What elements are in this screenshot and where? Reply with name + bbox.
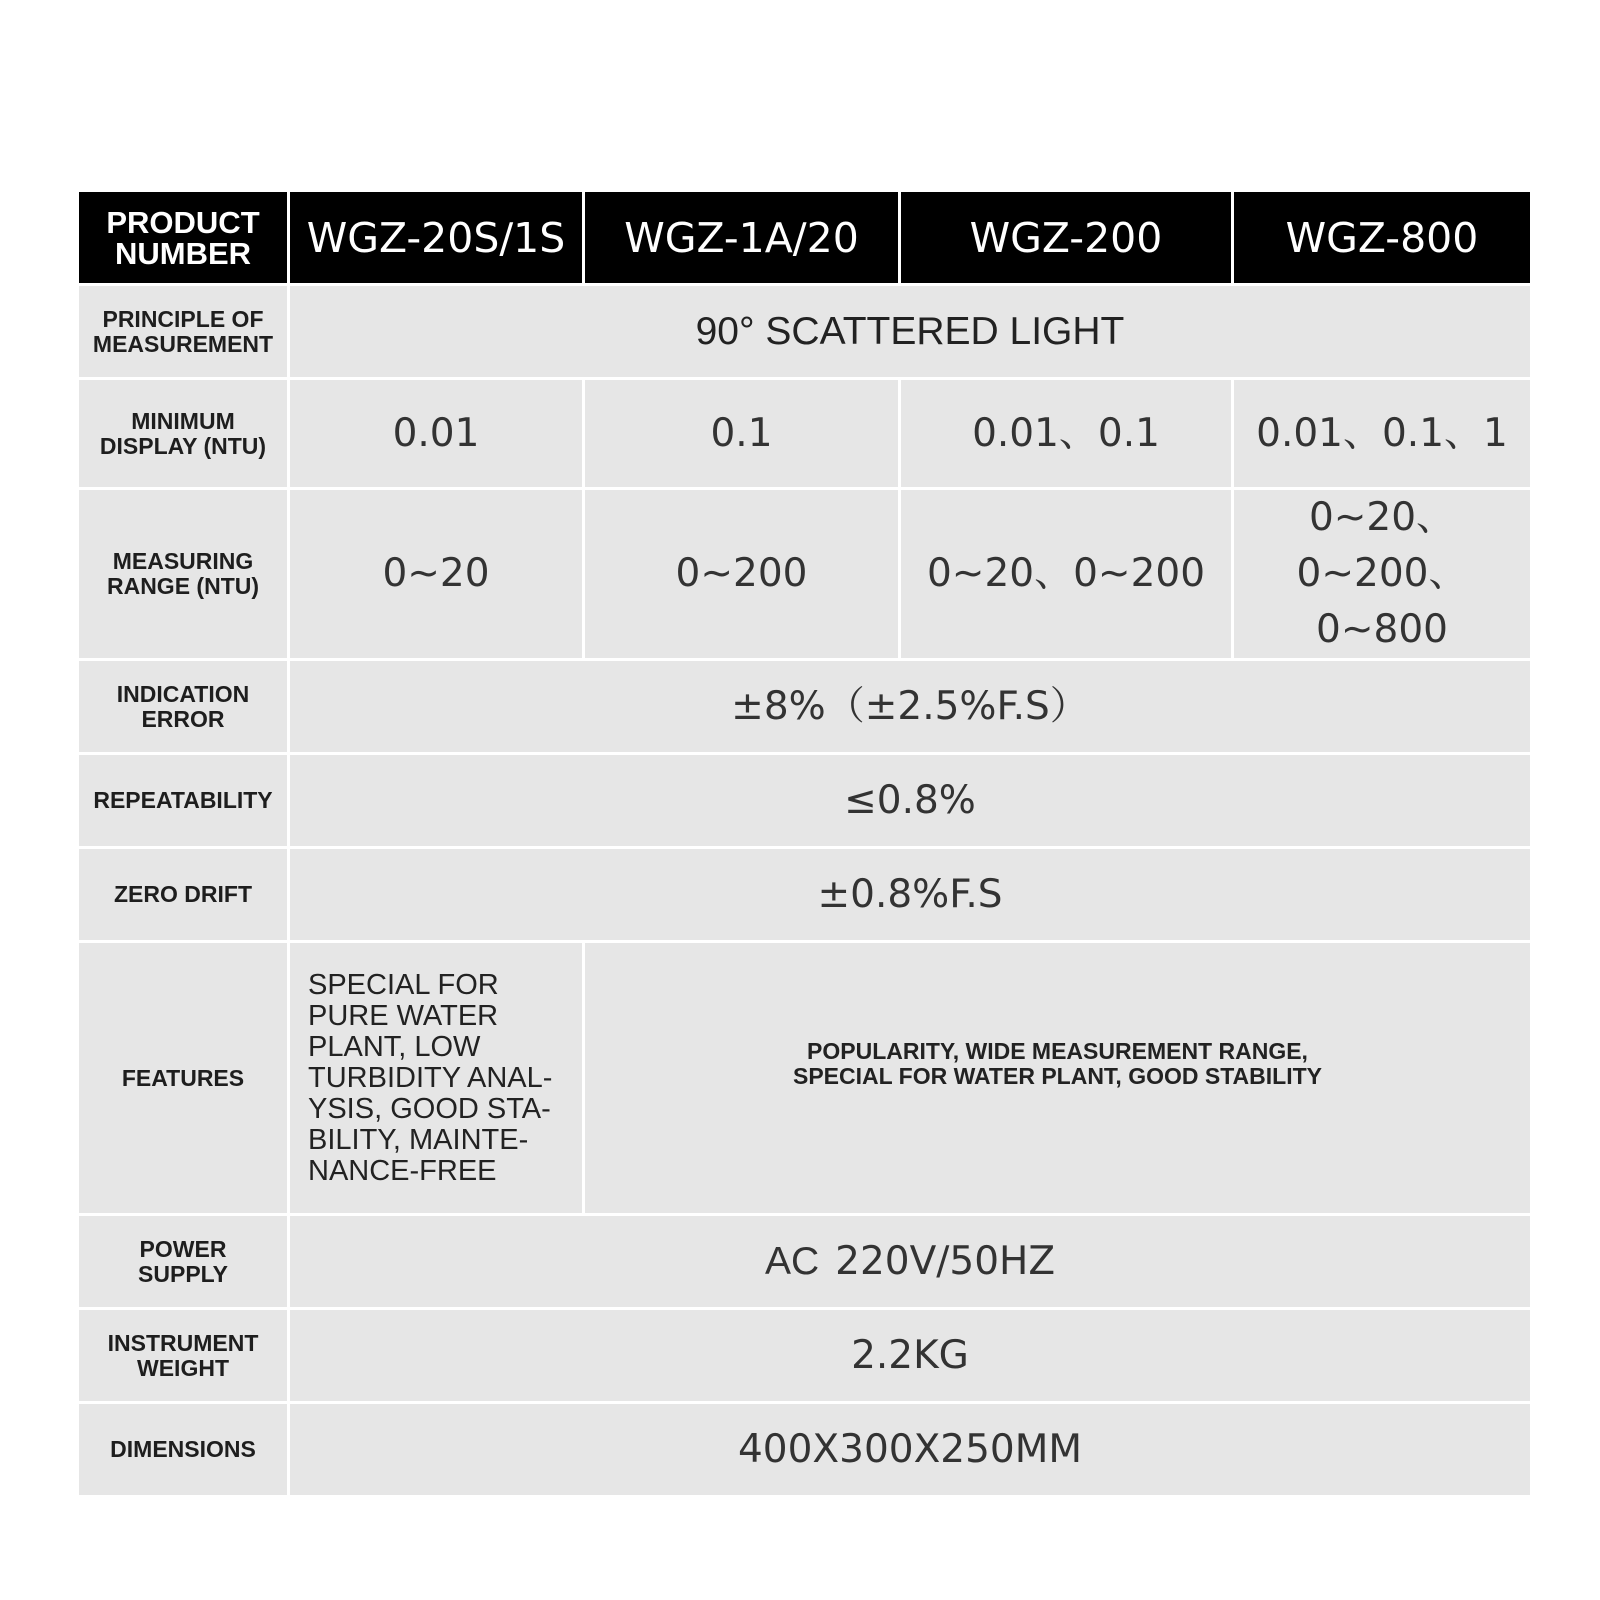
principle-value: 90° SCATTERED LIGHT [289, 285, 1532, 379]
measuring-range-last-line1: 0~20、0~200、 [1296, 495, 1468, 596]
weight-label-line1: INSTRUMENT [107, 1329, 259, 1356]
weight-value: 2.2KG [289, 1309, 1532, 1403]
zero-drift-label: ZERO DRIFT [78, 848, 289, 942]
power-supply-spec: 220V/50HZ [835, 1238, 1056, 1284]
header-label-line1: PRODUCT [106, 204, 260, 240]
features-left-line: PLANT, LOW [308, 1030, 481, 1063]
power-supply-value [289, 1215, 1532, 1309]
min-display-row [78, 379, 1532, 489]
min-display-value: 0.1 [584, 379, 900, 489]
weight-label-line2: WEIGHT [137, 1354, 229, 1381]
weight-row [78, 1309, 1532, 1403]
measuring-range-value: 0~200 [584, 489, 900, 660]
features-left-line: YSIS, GOOD STA- [308, 1092, 551, 1125]
features-other-models [584, 942, 1532, 1215]
indication-error-label-line2: ERROR [141, 705, 225, 732]
zero-drift-row [78, 848, 1532, 942]
indication-error-label [78, 660, 289, 754]
features-right-line1: POPULARITY, WIDE MEASUREMENT RANGE, [807, 1038, 1308, 1064]
repeatability-value: ≤0.8% [289, 754, 1532, 848]
repeatability-row [78, 754, 1532, 848]
spec-table [76, 189, 1533, 1498]
min-display-value: 0.01、0.1 [900, 379, 1233, 489]
measuring-range-last-line2: 0~800 [1316, 607, 1448, 652]
features-left-line: NANCE-FREE [308, 1154, 497, 1187]
features-left-line: TURBIDITY ANAL- [308, 1061, 553, 1094]
model-header-wgz-20s-1s: WGZ-20S/1S [289, 191, 584, 285]
min-display-value: 0.01 [289, 379, 584, 489]
features-left-line: SPECIAL FOR [308, 968, 499, 1001]
features-row [78, 942, 1532, 1215]
measuring-range-row [78, 489, 1532, 660]
header-label-line2: NUMBER [114, 235, 252, 271]
model-header-wgz-200: WGZ-200 [900, 191, 1233, 285]
measuring-range-label-line1: MEASURING [112, 548, 254, 574]
measuring-range-label-line2: RANGE (NTU) [106, 573, 260, 599]
features-label: FEATURES [78, 942, 289, 1215]
min-display-label-line1: MINIMUM [131, 407, 235, 434]
principle-label [78, 285, 289, 379]
power-supply-label [78, 1215, 289, 1309]
dimensions-value: 400X300X250MM [289, 1403, 1532, 1497]
features-left-line: PURE WATER [308, 999, 499, 1032]
measuring-range-label [78, 489, 289, 660]
features-left-line: BILITY, MAINTE- [308, 1123, 529, 1156]
features-wgz-20s-1s [289, 942, 584, 1215]
principle-label-line2: MEASUREMENT [92, 330, 274, 357]
dimensions-row [78, 1403, 1532, 1497]
indication-error-value: ±8%（±2.5%F.S） [289, 660, 1532, 754]
model-header-wgz-1a-20: WGZ-1A/20 [584, 191, 900, 285]
min-display-label-line2: DISPLAY (NTU) [99, 432, 267, 459]
min-display-value: 0.01、0.1、1 [1233, 379, 1532, 489]
model-header-wgz-800: WGZ-800 [1233, 191, 1532, 285]
power-supply-label-line2: SUPPLY [138, 1260, 228, 1287]
principle-label-line1: PRINCIPLE OF [102, 305, 264, 332]
min-display-label [78, 379, 289, 489]
principle-row [78, 285, 1532, 379]
measuring-range-value: 0~20 [289, 489, 584, 660]
indication-error-label-line1: INDICATION [116, 680, 250, 707]
dimensions-label: DIMENSIONS [78, 1403, 289, 1497]
repeatability-label: REPEATABILITY [78, 754, 289, 848]
zero-drift-value: ±0.8%F.S [289, 848, 1532, 942]
indication-error-row [78, 660, 1532, 754]
weight-label [78, 1309, 289, 1403]
measuring-range-value-wgz-800 [1233, 489, 1532, 660]
power-supply-prefix: AC [764, 1239, 820, 1283]
power-supply-row [78, 1215, 1532, 1309]
power-supply-label-line1: POWER [139, 1235, 227, 1262]
header-row [78, 191, 1532, 285]
measuring-range-value: 0~20、0~200 [900, 489, 1233, 660]
features-right-line2: SPECIAL FOR WATER PLANT, GOOD STABILITY [792, 1063, 1322, 1089]
product-number-header [78, 191, 289, 285]
